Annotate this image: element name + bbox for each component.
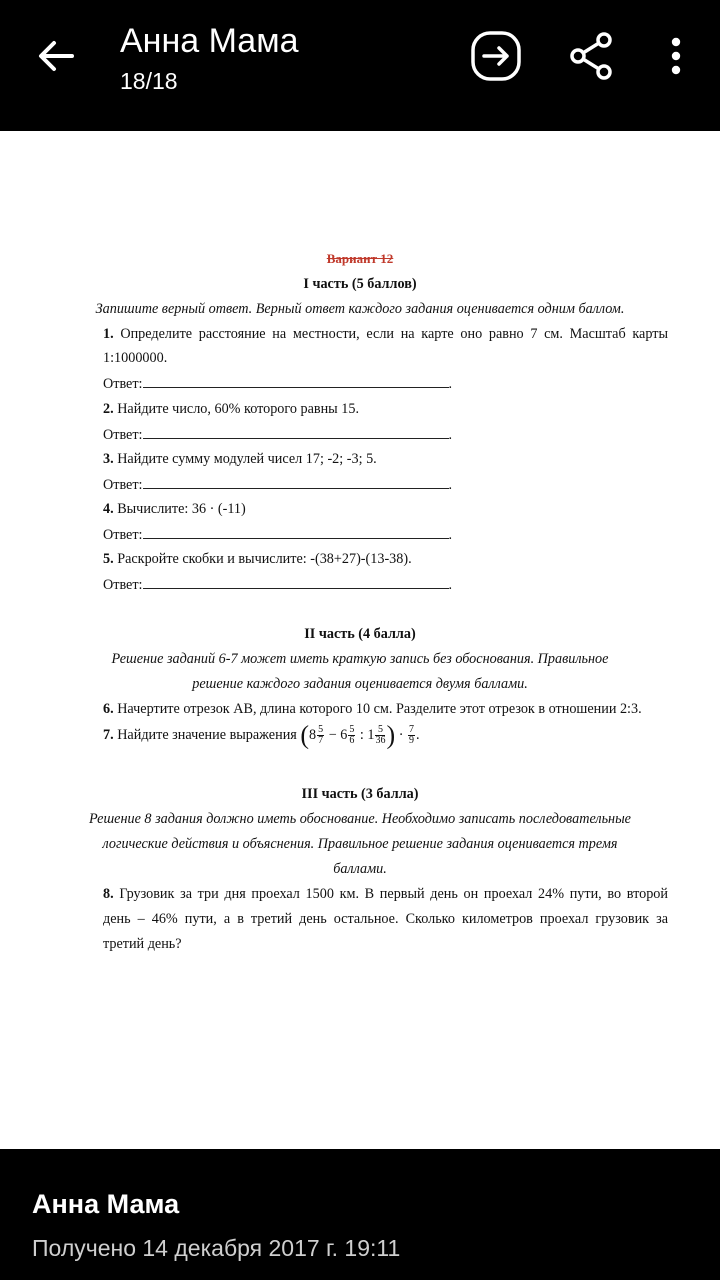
question-1-line-2: 1:1000000. bbox=[103, 350, 168, 366]
share-icon[interactable] bbox=[566, 30, 618, 82]
part3-instructions-1: Решение 8 задания должно иметь обоснование. Необходимо записать последовательные bbox=[89, 811, 631, 827]
question-2: 2. Найдите число, 60% которого равны 15. bbox=[103, 401, 359, 417]
answer-5: Ответ: . bbox=[103, 577, 453, 593]
answer-line bbox=[143, 476, 449, 489]
part2-instructions-1: Решение заданий 6-7 может иметь краткую запись без обоснования. Правильное bbox=[111, 651, 609, 667]
answer-line bbox=[143, 375, 449, 388]
question-5: 5. Раскройте скобки и вычислите: -(38+27)-(13-38). bbox=[103, 551, 412, 567]
question-8-line-3: третий день? bbox=[103, 936, 182, 952]
answer-line bbox=[143, 526, 449, 539]
footer-info bbox=[0, 1149, 720, 1280]
answer-1: Ответ: . bbox=[103, 376, 453, 392]
part3-instructions-2: логические действия и объяснения. Правильное решение задания оценивается тремя bbox=[102, 836, 618, 852]
answer-4: Ответ: . bbox=[103, 527, 453, 543]
question-1-line-1: 1. Определите расстояние на местности, если на карте оно равно 7 см. Масштаб карты bbox=[103, 326, 668, 342]
fraction: $\frac{7}{9}$ bbox=[408, 724, 414, 746]
variant-title: Вариант 12 bbox=[326, 251, 394, 266]
image-counter: 18/18 bbox=[120, 68, 178, 94]
answer-line bbox=[143, 576, 449, 589]
question-8-line-1: 8. Грузовик за три дня проехал 1500 км. В первый день он проехал 24% пути, во второй bbox=[103, 886, 668, 902]
open-external-icon[interactable] bbox=[470, 30, 522, 82]
part1-title: I часть (5 баллов) bbox=[303, 276, 417, 292]
answer-3: Ответ: . bbox=[103, 477, 453, 493]
answer-line bbox=[143, 426, 449, 439]
answer-2: Ответ: . bbox=[103, 427, 453, 443]
question-7: 7. Найдите значение выражения (8 $\frac{5}{7}$ − 6 $\frac{5}{6}$ : 1 $\frac{5}{36}$ ) · $\frac{7}{9}$ . bbox=[103, 720, 420, 750]
question-3: 3. Найдите сумму модулей чисел 17; -2; -3; 5. bbox=[103, 451, 377, 467]
fraction: $\frac{5}{6}$ bbox=[349, 724, 355, 746]
document-image[interactable] bbox=[0, 131, 720, 1149]
part3-title: III часть (3 балла) bbox=[301, 786, 419, 802]
sender-name: Анна Мама bbox=[32, 1189, 180, 1219]
question-6: 6. Начертите отрезок AB, длина которого 10 см. Разделите этот отрезок в отношении 2:3. bbox=[103, 701, 642, 717]
fraction: $\frac{5}{36}$ bbox=[375, 724, 386, 746]
question-8-line-2: день – 46% пути, а в третий день остальное. Сколько километров проехал грузовик за bbox=[103, 911, 668, 927]
question-4: 4. Вычислите: 36 · (-11) bbox=[103, 501, 246, 517]
contact-name-title: Анна Мама bbox=[120, 22, 299, 60]
part2-instructions-2: решение каждого задания оценивается двумя баллами. bbox=[192, 676, 528, 692]
more-vert-icon[interactable] bbox=[656, 30, 696, 82]
part2-title: II часть (4 балла) bbox=[304, 626, 416, 642]
top-app-bar bbox=[0, 0, 720, 130]
received-timestamp: Получено 14 декабря 2017 г. 19:11 bbox=[32, 1235, 401, 1261]
part1-instructions: Запишите верный ответ. Верный ответ каждого задания оценивается одним баллом. bbox=[95, 301, 625, 317]
back-arrow-icon[interactable] bbox=[36, 36, 76, 76]
part3-instructions-3: баллами. bbox=[333, 861, 387, 877]
fraction: $\frac{5}{7}$ bbox=[318, 724, 324, 746]
